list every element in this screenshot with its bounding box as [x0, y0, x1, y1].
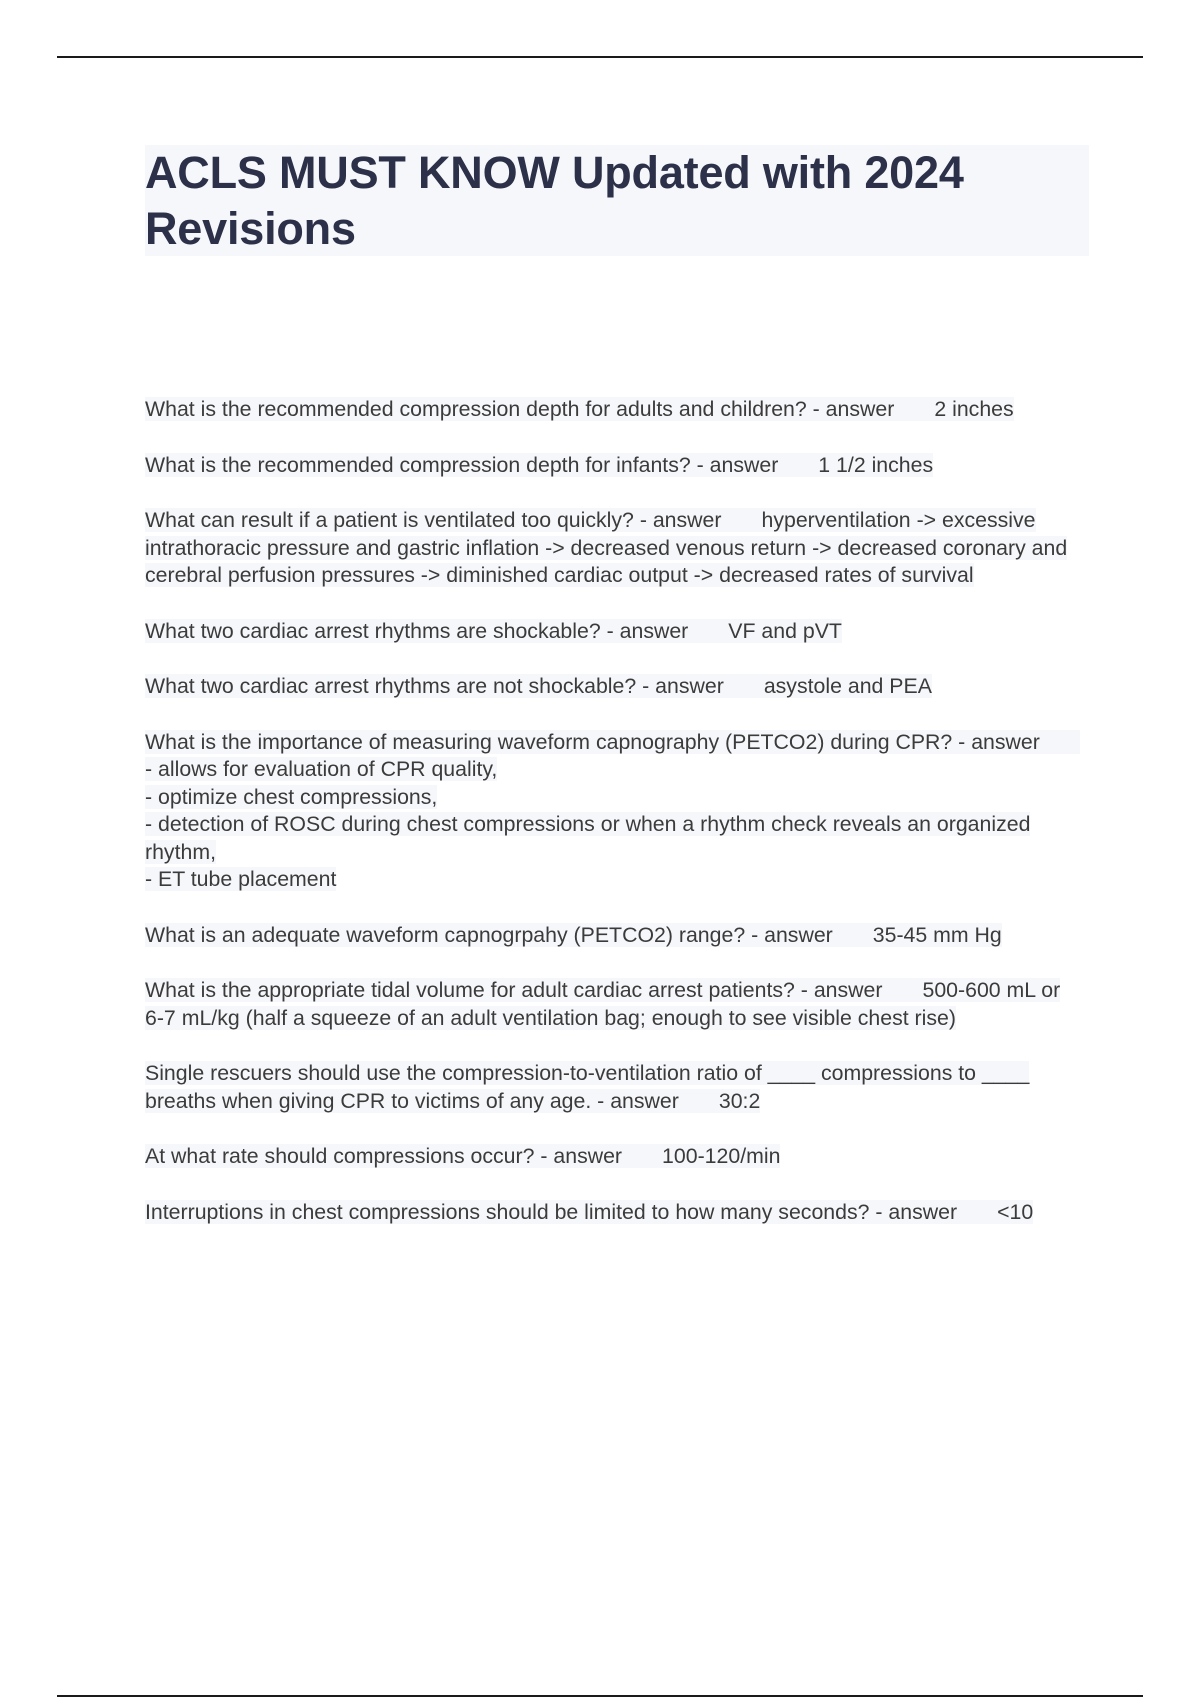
qa-item-11: [145, 1199, 1085, 1227]
qa-list: [145, 396, 1085, 1254]
answer-text: 500-600 mL or 6-7 mL/kg (half a squeeze of an adult ventilation bag; enough to see visible chest rise): [145, 978, 1061, 1030]
qa-item-8: [145, 977, 1085, 1032]
answer-text: 30:2: [718, 1088, 761, 1113]
answer-text: - allows for evaluation of CPR quality,: [145, 757, 498, 781]
answer-text: <10: [997, 1199, 1034, 1224]
qa-item-1: [145, 396, 1085, 424]
qa-item-10: [145, 1143, 1085, 1171]
question-text: What is the recommended compression depth for adults and children? - answer: [145, 397, 895, 421]
qa-item-2: [145, 452, 1085, 480]
question-text: What two cardiac arrest rhythms are not shockable? - answer: [145, 674, 724, 698]
question-text: What is the recommended compression depth for infants? - answer: [145, 452, 779, 477]
document-title: ACLS MUST KNOW Updated with 2024 Revisions: [145, 147, 964, 254]
qa-item-4: [145, 618, 1085, 646]
qa-item-7: [145, 922, 1085, 950]
answer-line: - optimize chest compressions,: [145, 784, 438, 809]
qa-item-6: [145, 729, 1085, 894]
question-text: What two cardiac arrest rhythms are shockable? - answer: [145, 618, 689, 643]
answer-text: VF and pVT: [728, 618, 842, 643]
qa-item-3: [145, 507, 1085, 590]
qa-item-5: [145, 673, 1085, 701]
answer-text: 35-45 mm Hg: [872, 922, 1002, 947]
question-text: Interruptions in chest compressions should be limited to how many seconds? - answer: [145, 1199, 958, 1224]
qa-item-9: [145, 1060, 1085, 1115]
header-rule: [57, 56, 1143, 58]
question-text: Single rescuers should use the compression-to-ventilation ratio of ____ compressions to ____ breaths when giving CPR to victims of any age. - answer: [145, 1061, 1030, 1113]
answer-text: asystole and PEA: [763, 674, 932, 698]
answer-text: 2 inches: [934, 397, 1014, 421]
answer-text: 1 1/2 inches: [818, 452, 934, 477]
answer-line: - ET tube placement: [145, 867, 337, 891]
question-text: At what rate should compressions occur? - answer: [145, 1144, 623, 1168]
question-text: What can result if a patient is ventilated too quickly? - answer: [145, 508, 722, 532]
question-text: What is the appropriate tidal volume for adult cardiac arrest patients? - answer: [145, 978, 883, 1002]
answer-text: 100-120/min: [662, 1144, 781, 1168]
question-text: What is the importance of measuring waveform capnography (PETCO2) during CPR? - answer: [145, 729, 1040, 754]
answer-text: hyperventilation -> excessive intrathoracic pressure and gastric inflation -> decreased venous return -> decreased coronary and cerebral perfusion pressures -> diminished cardiac output -> decreased rates of survival: [145, 508, 1068, 587]
answer-line: - detection of ROSC during chest compressions or when a rhythm check reveals an organized rhythm,: [145, 812, 1031, 864]
title-block: [145, 145, 1089, 256]
question-text: What is an adequate waveform capnogrpahy (PETCO2) range? - answer: [145, 922, 833, 947]
footer-rule: [57, 1695, 1143, 1697]
